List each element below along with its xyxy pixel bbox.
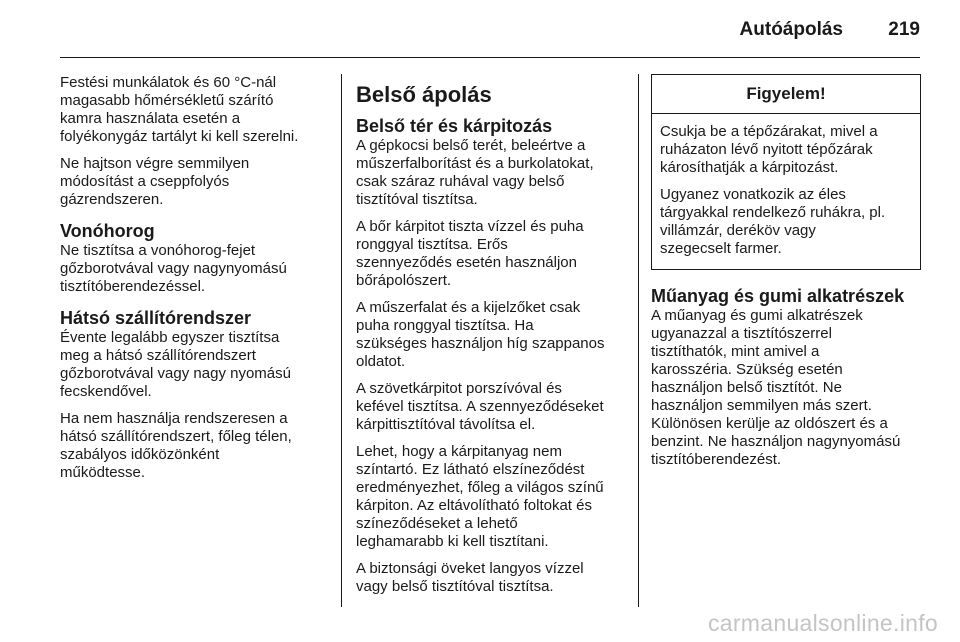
heading-plastic-rubber: Műanyag és gumi alkatrészek <box>651 286 905 306</box>
warning-sharp-objects: Ugyanez vonatkozik az éles tárgyakkal rendelkező ruhákra, pl. villámzár, deréköv vagy szegecselt farmer. <box>660 186 886 257</box>
paragraph-leather: A bőr kárpitot tiszta vízzel és puha ronggyal tisztítsa. Erős szennyeződés esetén használjon bőrápolószert. <box>356 218 584 289</box>
heading-towbar: Vonóhorog <box>60 221 155 241</box>
paragraph-fabric: A szövetkárpitot porszívóval és kefével tisztítsa. A szennyeződéseket kárpittisztítóval távolítsa el. <box>356 380 604 433</box>
heading-rear-carrier: Hátsó szállítórendszer <box>60 308 252 328</box>
paragraph-towbar: Ne tisztítsa a vonóhorog-fejet gőzborotvával vagy nagynyomású tisztítóberendezéssel. <box>60 242 287 295</box>
paragraph-interior: A gépkocsi belső terét, beleértve a műszerfalborítást és a burkolatokat, csak száraz ruhával vagy belső tisztítóval tisztítsa. <box>356 137 594 208</box>
warning-velcro: Csukja be a tépőzárakat, mivel a ruházaton lévő nyitott tépőzárak károsíthatják a kárpitozást. <box>660 123 878 176</box>
watermark: carmanualsonline.info <box>707 610 938 636</box>
heading-interior-upholstery: Belső tér és kárpitozás <box>356 116 553 136</box>
paragraph-rear-carrier-use: Ha nem használja rendszeresen a hátsó szállítórendszert, főleg télen, szabályos időközönként működtesse. <box>60 410 292 481</box>
header-rule <box>60 57 920 58</box>
paragraph-dashboard: A műszerfalat és a kijelzőket csak puha ronggyal tisztítsa. Ha szükséges használjon híg szappanos oldatot. <box>356 299 605 370</box>
column-right <box>651 74 923 478</box>
column-left <box>60 74 330 491</box>
paragraph-colorfast: Lehet, hogy a kárpitanyag nem színtartó. Ez látható elszíneződést eredményezhet, főleg a világos színű kárpiton. Az eltávolítható foltokat és színeződéseket a lehető leghamarabb ki kell tisztítani. <box>356 443 604 550</box>
paragraph-lpg-heat: Festési munkálatok és 60 °C-nál magasabb hőmérsékletű szárító kamra használata esetén a folyékonygáz tartályt ki kell szerelni. <box>60 74 299 145</box>
column-divider-1 <box>341 74 342 607</box>
paragraph-rear-carrier-clean: Évente legalább egyszer tisztítsa meg a hátsó szállítórendszert gőzborotvával vagy nagy nyomású fecskendővel. <box>60 329 291 400</box>
column-middle <box>356 82 626 605</box>
heading-interior-care: Belső ápolás <box>356 82 492 107</box>
chapter-title: Autóápolás <box>739 19 843 40</box>
paragraph-seatbelts: A biztonsági öveket langyos vízzel vagy belső tisztítóval tisztítsa. <box>356 560 584 595</box>
warning-body <box>652 114 920 269</box>
page-header <box>0 0 960 60</box>
warning-title: Figyelem! <box>652 75 920 114</box>
warning-box <box>651 74 921 270</box>
paragraph-lpg-modify: Ne hajtson végre semmilyen módosítást a cseppfolyós gázrendszeren. <box>60 155 250 208</box>
page-number: 219 <box>888 19 920 40</box>
paragraph-plastic-rubber: A műanyag és gumi alkatrészek ugyanazzal a tisztítószerrel tisztíthatók, mint amivel a karosszéria. Szükség esetén használjon belső tisztítót. Ne használjon semmilyen más szert. Különösen kerülje az oldószert és a benzint. Ne használjon nagynyomású tisztítóberendezést. <box>651 307 901 468</box>
column-divider-2 <box>638 74 639 607</box>
